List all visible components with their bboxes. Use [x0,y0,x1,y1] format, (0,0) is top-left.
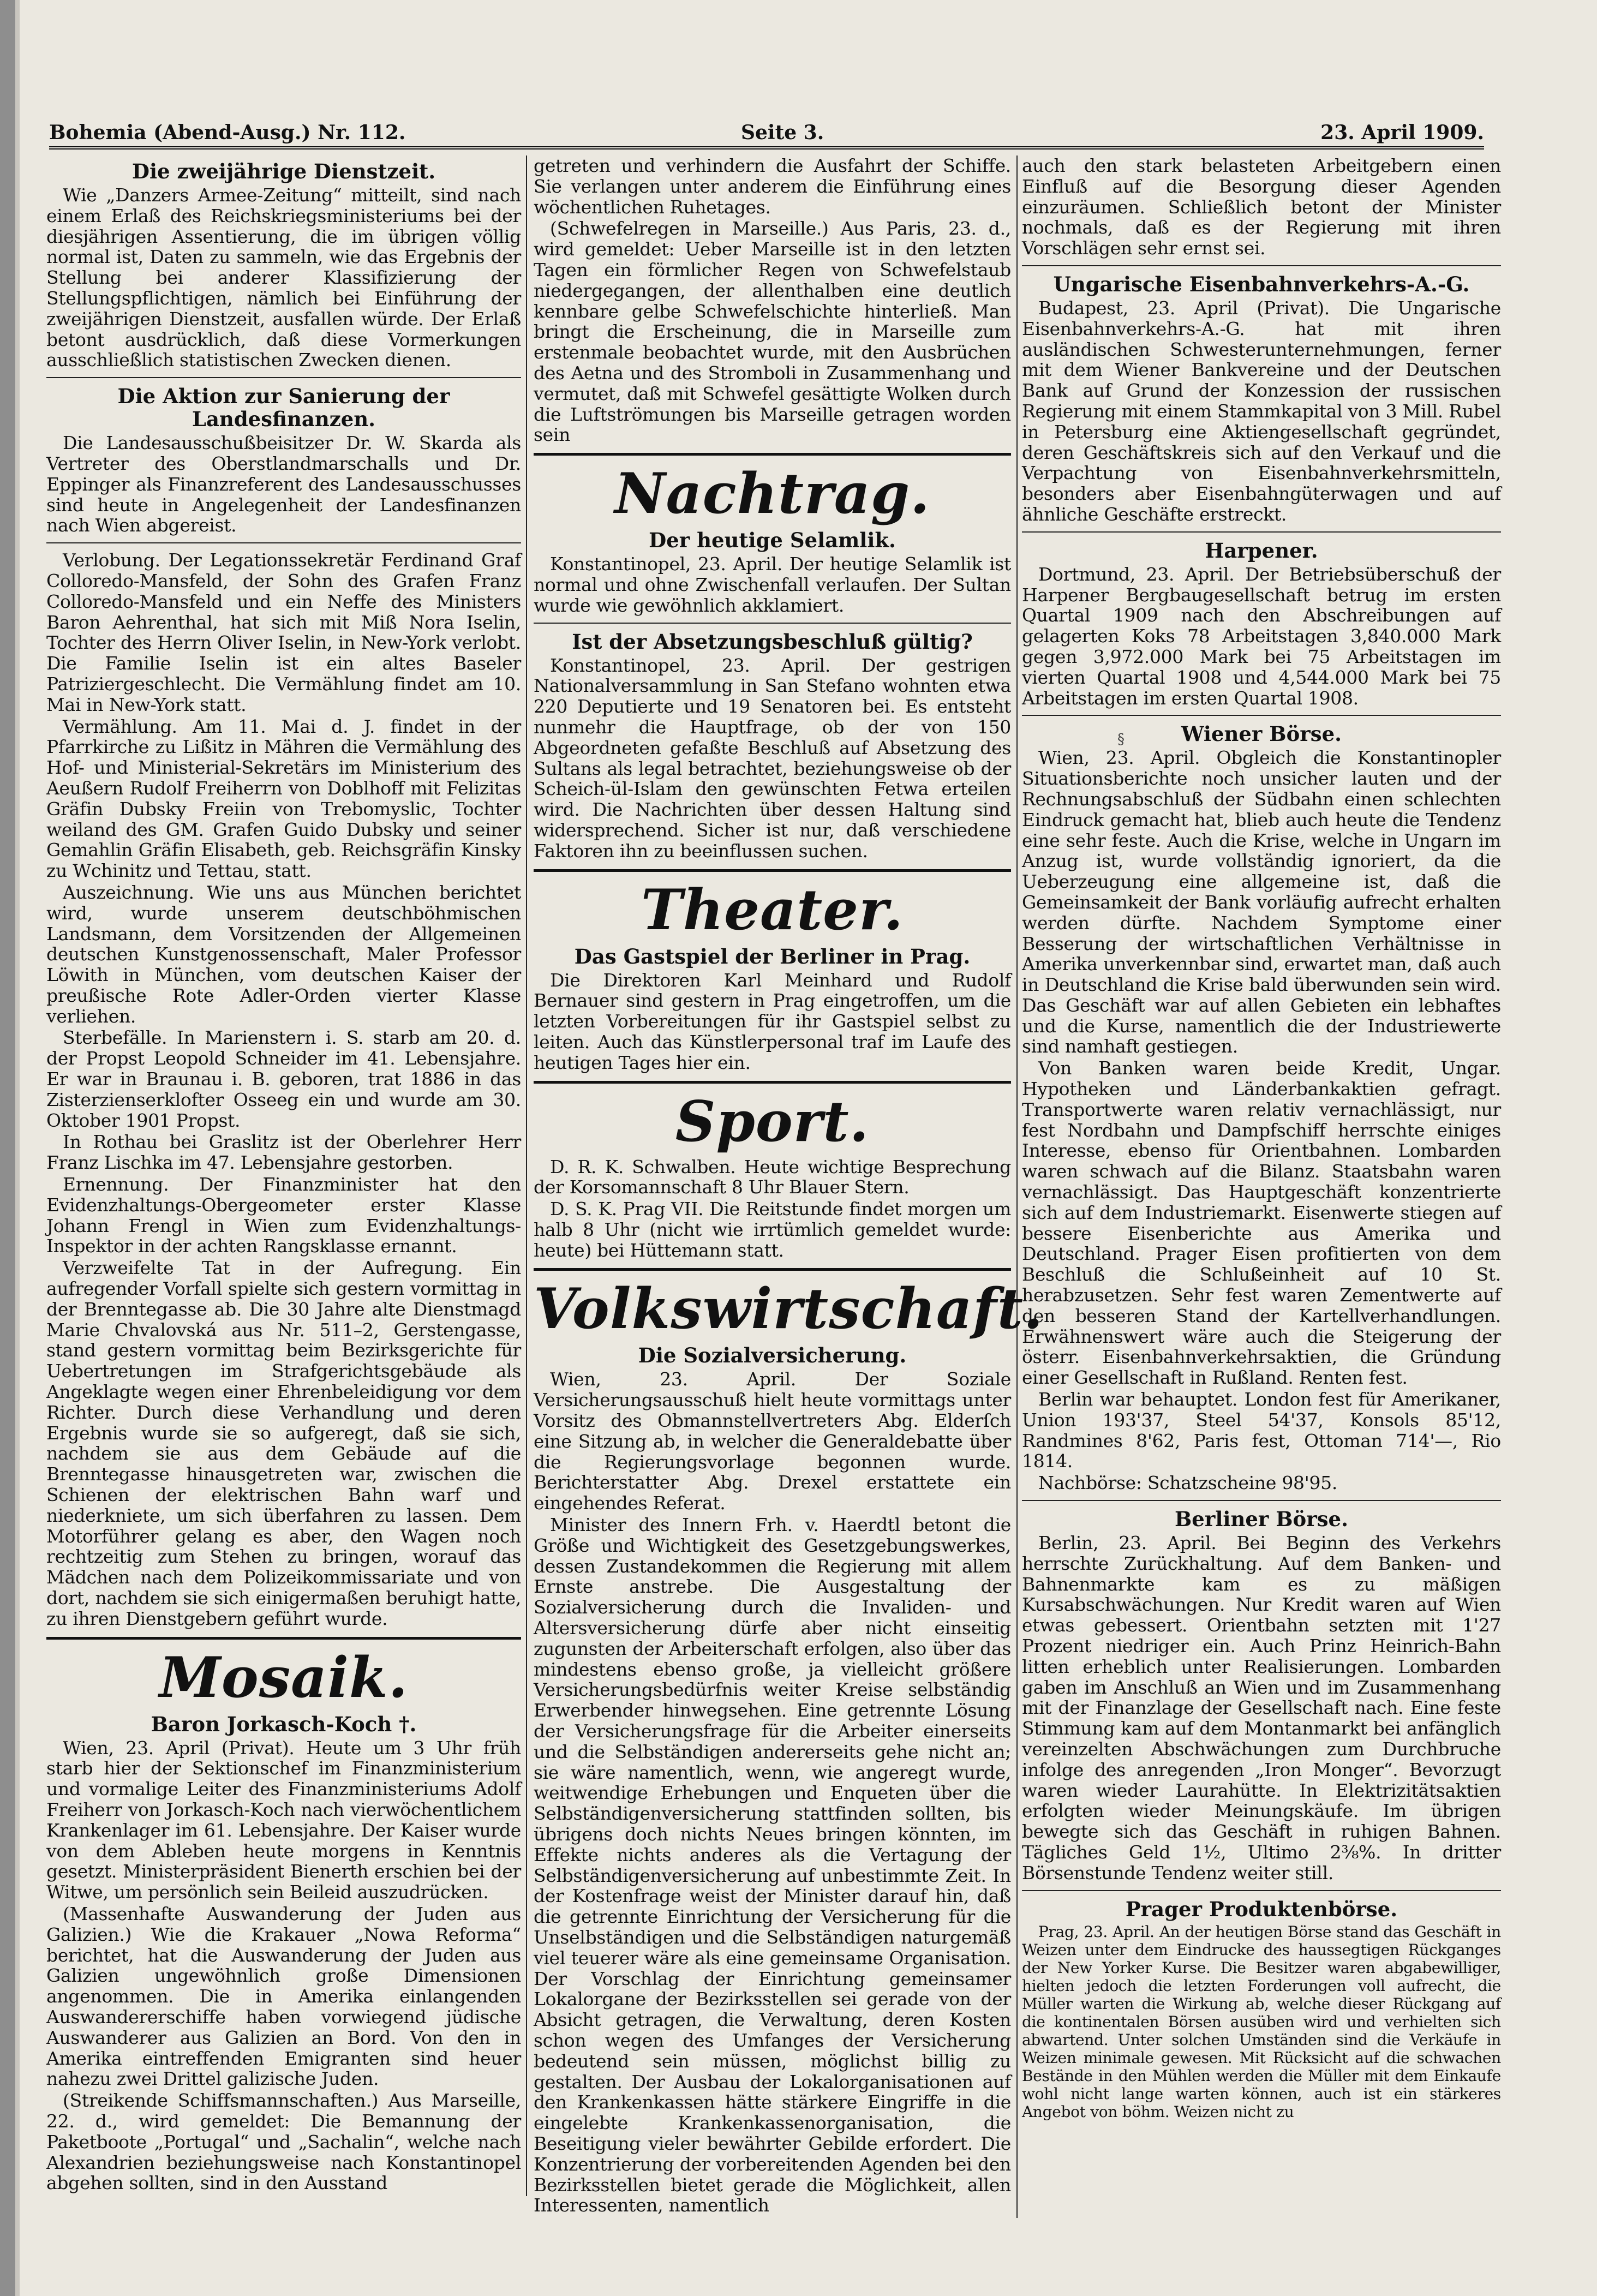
header-date: 23. April 1909. [1320,121,1484,144]
section-separator [46,1637,521,1640]
article-title-dienstzeit: Die zweijährige Dienstzeit. [131,159,436,183]
column-rule-2 [1016,156,1018,2218]
article-paragraph: auch den stark belasteten Arbeitgebern einen Einfluß auf die Besorgung dieser Agenden einzuräumen. Schließlich betont der Minister nochmals, daß es der Regierung mit ihren Vorschlägen sehr ernst sei. [1022,155,1501,259]
separator [1022,1500,1501,1501]
article-title-gastspiel: Das Gastspiel der Berliner in Prag. [574,944,971,968]
separator [1022,265,1501,266]
article-title-landesfinanzen: Die Aktion zur Sanierung der Landesfinanzen. [117,384,450,432]
article-title-berliner-boerse: Berliner Börse. [1175,1507,1348,1532]
news-item-rothau: In Rothau bei Graslitz ist der Oberlehrer Herr Franz Lischka im 47. Lebensjahre gestorben. [46,1131,521,1174]
news-item-auszeichnung: Auszeichnung. Wie uns aus München berichtet wird, wurde unserem deutschböhmischen Landsmann, dem Vorsitzenden der Allgemeinen deutschen Kunstgenossenschaft, Maler Professor Löwith in München, vom deutschen Kaiser der preußische Rote Adler-Orden vierter Klasse verliehen. [46,881,521,1027]
separator [1022,1890,1501,1891]
news-item-verzweifelte-tat: Verzweifelte Tat in der Aufregung. Ein aufregender Vorfall spielte sich gestern vormittag in der Brenntegasse ab. Die 30 Jahre alte Dienstmagd Marie Chvalovská aus Nr. 511–2, Gerstengasse, stand gestern vormittag beim Bezirksgerichte für Uebertretungen im Strafgerichtsgebäude als Angeklagte wegen einer Ehrenbeleidigung vor dem Richter. Durch diese Verhandlung und deren Ergebnis wurde sie so aufgeregt, daß sie sich, nachdem sie aus dem Gebäude auf die Brenntegasse hinausgetreten war, zwischen die Schienen der elektrischen Bahn warf und niederkniete, um sich überfahren zu lassen. Dem Motorführer gelang es aber, den Wagen noch rechtzeitig zum Stehen zu bringen, worauf das Mädchen nach dem Polizeikommissariate und von dort, nachdem sie sich einigermaßen beruhigt hatte, zu ihren Dienstgebern geführt wurde. [46,1257,521,1629]
article-paragraph: Konstantinopel, 23. April. Der gestrigen Nationalversammlung in San Stefano wohnten etwa 220 Deputierte und 19 Senatoren bei. Es entsteht nunmehr die Hauptfrage, ob der von 150 Abgeordneten gefaßte Beschluß auf Absetzung des Sultans als legal betrachtet, beziehungsweise ob der Scheich-ül-Islam den gewünschten Fetwa erteilen wird. Die Nachrichten über dessen Haltung sind widersprechend. Sicher ist nur, daß verschiedene Faktoren ihn zu beeinflussen suchen. [534,654,1011,862]
article-title-jorkasch-koch: Baron Jorkasch-Koch †. [151,1712,417,1736]
article-paragraph: Minister des Innern Frh. v. Haerdtl betont die Größe und Wichtigkeit des Gesetzgebungswerkes, dessen Zustandekommen die Regierung mit allem Ernste anstrebe. Die Ausgestaltung der Sozialversicherung durch die Invaliden- und Altersversicherung dürfe aber nicht einseitig zugunsten der Arbeiterschaft erfolgen, also über das mindestens ebenso große, ja vielleicht größere Versicherungsbedürfnis weiter Kreise selbständig Erwerbender hinwegsehen. Eine getrennte Lösung der Versicherungsfrage für die Arbeiter einerseits und die Selbständigen andererseits gehe nicht an; sie wäre namentlich, wenn, wie angeregt wurde, weitwendige Erhebungen und Enqueten über die Selbständigenversicherung stattfinden sollten, bis übrigens doch nichts Neues bringen könnten, im Effekte nichts anderes als die Vertagung der Selbständigenversicherung auf unbestimmte Zeit. In der Kostenfrage weist der Minister darauf hin, daß die getrennte Einrichtung der Versicherung für die Unselbständigen und die Selbständigen naturgemäß viel teuerer wäre als eine gemeinsame Organisation. Der Vorschlag der Einrichtung gemeinsamer Lokalorgane der Bezirksstellen sei gerade von der Absicht getragen, die Verwaltung, deren Kosten schon wegen des Umfanges der Versicherung bedeutend sein müssen, möglichst billig zu gestalten. Der Ausbau der Lokalorganisationen auf den Krankenkassen hätte stärkere Eingriffe in die eingelebte Krankenkassenorganisation, die Beseitigung vieler bewährter Gebilde erfordert. Die Konzentrierung der vorbereitenden Agenden bei den Bezirksstellen bietet gerade die Möglichkeit, allen Interessenten, namentlich [534,1514,1011,2216]
article-title-absetzungsbeschluss: Ist der Absetzungsbeschluß gültig? [572,629,973,654]
news-item-sterbefaelle: Sterbefälle. In Marienstern i. S. starb am 20. d. der Propst Leopold Schneider im 41. Lebensjahre. Er war in Braunau i. B. geboren, trat 1886 in das Zisterzienserklofter Osseeg ein und wurde am 30. Oktober 1901 Propst. [46,1027,521,1131]
article-paragraph: (Massenhafte Auswanderung der Juden aus Galizien.) Wie die Krakauer „Nowa Reforma“ berichtet, hat die Auswanderung der Juden aus Galizien ungewöhnlich große Dimensionen angenommen. Die in Amerika einlangenden Auswandererschiffe haben vorwiegend jüdische Auswanderer aus Galizien an Bord. Von den in Amerika eintreffenden Emigranten sind heuer nahezu zwei Drittel galizische Juden. [46,1903,521,2090]
article-title-harpener: Harpener. [1205,538,1318,563]
article-paragraph: Von Banken waren beide Kredit, Ungar. Hypotheken und Länderbankaktien gefragt. Transportwerte waren relativ vernachlässigt, nur fest Nordbahn und Dampfschiff herrschte einiges Interesse, ebenso für Orientbahnen. Lombarden waren schwach auf die Bilanz. Staatsbahn waren vernachlässigt. Das Hauptgeschäft konzentrierte sich auf dem Industriemarkt. Eisenwerte stiegen auf bessere Eisenberichte aus Amerika und Deutschland. Prager Eisen profitierten von dem Beschluß die Schlußeinheit auf 10 St. herabzusetzen. Sehr fest waren Zementwerte auf den besseren Stand der Kartellverhandlungen. Erwähnenswert wäre auch die Steigerung der österr. Eisenbahnverkehrsaktien, die Gründung einer Gesellschaft in Rußland. Renten fest. [1022,1057,1501,1389]
section-heading-sport: Sport. [675,1089,870,1155]
section-mark: § [1117,731,1125,748]
section-heading-nachtrag: Nachtrag. [614,461,930,527]
column-rule-1 [526,156,527,2196]
separator [534,623,1011,624]
article-title-eisenbahnverkehrs: Ungarische Eisenbahnverkehrs-A.-G. [1053,272,1470,296]
section-separator [534,453,1011,456]
scan-edge [0,0,15,2296]
header-issue: Bohemia (Abend-Ausg.) Nr. 112. [49,121,406,144]
separator [1022,715,1501,716]
column-2 [534,155,1044,2218]
section-separator [534,1081,1011,1084]
article-paragraph: Wien, 23. April (Privat). Heute um 3 Uhr früh starb hier der Sektionschef im Finanzministerium und vormalige Leiter des Finanzministeriums Adolf Freiherr von Jorkasch-Koch nach vierwöchentlichem Krankenlager im 61. Lebensjahre. Der Kaiser wurde von dem Ableben heute morgens in Kenntnis gesetzt. Ministerpräsident Bienerth erschien bei der Witwe, um persönlich sein Beileid auszudrücken. [46,1737,521,1903]
sport-item-schwalben: D. R. K. Schwalben. Heute wichtige Besprechung der Korsomannschaft 8 Uhr Blauer Stern. [534,1156,1011,1198]
article-paragraph: Konstantinopel, 23. April. Der heutige Selamlik ist normal und ohne Zwischenfall verlaufen. Der Sultan wurde wie gewöhnlich akklamiert. [534,553,1011,616]
article-title-wiener-boerse: Wiener Börse. [1181,722,1342,746]
article-paragraph: (Schwefelregen in Marseille.) Aus Paris, 23. d., wird gemeldet: Ueber Marseille ist in den letzten Tagen ein förmlicher Regen von Schwefelstaub niedergegangen, der allenthalben eine deutlich kennbare gelbe Schwefelschichte hinterließ. Man bringt die Erscheinung, die in Marseille zum erstenmale beobachtet wurde, mit den Ausbrüchen des Aetna und des Stromboli in Zusammenhang und vermutet, daß mit Schwefel gesättigte Wolken durch die Luftströmungen bis Marseille getragen worden sein [534,218,1011,446]
article-paragraph: Dortmund, 23. April. Der Betriebsüberschuß der Harpener Bergbaugesellschaft betrug im ersten Quartal 1909 nach den Abschreibungen auf gelagerten Koks 78 Arbeitstagen 3,840.000 Mark gegen 3,972.000 Mark bei 75 Arbeitstagen im vierten Quartal 1908 und 4,544.000 Mark bei 75 Arbeitstagen im ersten Quartal 1908. [1022,563,1501,709]
section-heading-mosaik: Mosaik. [159,1645,409,1711]
section-separator [534,869,1011,872]
article-paragraph: Wie „Danzers Armee-Zeitung“ mitteilt, sind nach einem Erlaß des Reichskriegsministeriums bei der diesjährigen Assentierung, die im übrigen völlig normal ist, Daten zu sammeln, wie das Ergebnis der Stellung bei anderer Klassifizierung der Stellungspflichtigen, nämlich bei Einführung der zweijährigen Dienstzeit, ausfallen würde. Der Erlaß betont ausdrücklich, daß diese Vormerkungen ausschließlich statistischen Zwecken dienen. [46,184,521,371]
column-3 [1022,155,1501,2121]
section-separator [534,1268,1011,1271]
section-heading-volkswirtschaft: Volkswirtschaft. [534,1276,1044,1342]
sport-item-dsk: D. S. K. Prag VII. Die Reitstunde findet morgen um halb 8 Uhr (nicht wie irrtümlich gemeldet wurde: heute) bei Hüttemann statt. [534,1198,1011,1261]
column-1 [46,156,521,2194]
article-paragraph: Wien, 23. April. Obgleich die Konstantinopler Situationsberichte noch unsicher lauten und der Rechnungsabschluß der Südbahn einen schlechten Eindruck gemacht hat, blieb auch heute die Tendenz eine sehr feste. Auch die Krise, welche in Ungarn im Anzug ist, wurde vollständig ignoriert, da die Ueberzeugung eine allgemeine ist, daß die Gemeinsamkeit der Bank vorläufig aufrecht erhalten werden dürfte. Nachdem Symptome einer Besserung der wirtschaftlichen Verhältnisse in Amerika unverkennbar sind, erwartet man, daß auch in Deutschland die Krise bald überwunden sein wird. Das Geschäft war auf allen Gebieten ein lebhaftes und die Kurse, namentlich die der Industriewerte sind namhaft gestiegen. [1022,747,1501,1057]
news-item-vermaehlung: Vermählung. Am 11. Mai d. J. findet in der Pfarrkirche zu Lißitz in Mähren die Vermählung des Hof- und Ministerial-Sekretärs im Ministerium des Aeußern Rudolf Freiherrn von Doblhoff mit Felizitas Gräfin Dubsky Freiin von Trebomyslic, Tochter weiland des GM. Grafen Guido Dubsky und seiner Gemahlin Gräfin Elisabeth, geb. Reichsgräfin Kinsky zu Wchinitz und Tettau, statt. [46,715,521,882]
article-paragraph: Prag, 23. April. An der heutigen Börse stand das Geschäft in Weizen unter dem Eindrucke des haussegtigen Rückganges der New Yorker Kurse. Die Besitzer waren abgabewilliger, hielten jedoch die letzten Forderungen voll aufrecht, die Müller warten die Wirkung ab, welche dieser Rückgang auf die kontinentalen Börsen ausüben wird und verhielten sich abwartend. Unter solchen Umständen sind die Verkäufe in Weizen minimale gewesen. Mit Rücksicht auf die schwachen Bestände in den Mühlen werden die Müller mit dem Einkaufe wohl nicht lange warten können, auch ist ein stärkeres Angebot von böhm. Weizen nicht zu [1022,1922,1501,2121]
article-paragraph: Die Landesausschußbeisitzer Dr. W. Skarda als Vertreter des Oberstlandmarschalls und Dr. Eppinger als Finanzreferent des Landesausschusses sind heute in Angelegenheit der Landesfinanzen nach Wien abgereist. [46,432,521,536]
article-title-selamlik: Der heutige Selamlik. [649,528,896,553]
separator [1022,531,1501,533]
article-paragraph: Budapest, 23. April (Privat). Die Ungarische Eisenbahnverkehrs-A.-G. hat mit ihren ausländischen Schwesterunternehmungen, ferner mit dem Wiener Bankvereine und der Deutschen Bank auf Grund der Konzession der russischen Regierung mit einem Stammkapital von 3 Mill. Rubel in Petersburg eine Aktiengesellschaft gegründet, deren Geschäftskreis sich auf den Verkauf und die Verpachtung von Eisenbahnverkehrsmitteln, besonders aber Eisenbahngüterwagen und auf ähnliche Geschäfte erstreckt. [1022,297,1501,525]
article-paragraph: (Streikende Schiffsmannschaften.) Aus Marseille, 22. d., wird gemeldet: Die Bemannung der Paketboote „Portugal“ und „Sachalin“, welche nach Alexandrien beziehungsweise nach Konstantinopel abgehen sollten, sind in den Ausstand [46,2090,521,2194]
section-heading-theater: Theater. [641,877,904,943]
article-paragraph: Die Direktoren Karl Meinhard und Rudolf Bernauer sind gestern in Prag eingetroffen, um die letzten Vorbereitungen für ihr Gastspiel selbst zu leiten. Auch das Künstlerpersonal traf im Laufe des heutigen Tages hier ein. [534,969,1011,1073]
page-header [49,121,1484,150]
separator [46,542,521,543]
scan-edge-shadow [15,0,20,2296]
article-paragraph: Berlin, 23. April. Bei Beginn des Verkehrs herrschte Zurückhaltung. Auf dem Banken- und Bahnenmarkte kam es zu mäßigen Kursabschwächungen. Nur Kredit waren auf Wien etwas gebessert. Orientbahn setzten mit 1'27 Prozent niedriger ein. Auch Prinz Heinrich-Bahn litten erheblich unter Realisierungen. Lombarden gaben im Anschluß an Wien und im Zusammenhang mit der Finanzlage der Gesellschaft nach. Eine feste Stimmung kam auf dem Montanmarkt bei anfänglich vereinzelten Abschwächungen zum Durchbruche infolge des anregenden „Iron Monger“. Bevorzugt waren wieder Laurahütte. In Elektrizitätsaktien erfolgten wieder Meinungskäufe. Im übrigen bewegte sich das Geschäft in ruhigen Bahnen. Tägliches Geld 1½, Ultimo 2⅜%. In dritter Börsenstunde Tendenz weiter still. [1022,1532,1501,1884]
article-title-produktenboerse: Prager Produktenbörse. [1125,1897,1398,1921]
article-title-sozialversicherung: Die Sozialversicherung. [638,1343,907,1368]
article-paragraph: Berlin war behauptet. London fest für Amerikaner, Union 193'37, Steel 54'37, Konsols 85'12, Randmines 8'62, Paris fest, Ottoman 714'—, Rio 1814. [1022,1389,1501,1472]
separator [46,377,521,378]
article-paragraph: getreten und verhindern die Ausfahrt der Schiffe. Sie verlangen unter anderem die Einführung eines wöchentlichen Ruhetages. [534,155,1011,218]
header-page-number: Seite 3. [741,121,824,144]
news-item-verlobung: Verlobung. Der Legationssekretär Ferdinand Graf Colloredo-Mansfeld, der Sohn des Grafen Franz Colloredo-Mansfeld und ein Neffe des Ministers Baron Aehrenthal, hat sich mit Miß Nora Iselin, Tochter des Herrn Oliver Iselin, in New-York verlobt. Die Familie Iselin ist ein altes Baseler Patriziergeschlecht. Die Vermählung findet am 10. Mai in New-York statt. [46,549,521,715]
article-paragraph: Wien, 23. April. Der Soziale Versicherungsausschuß hielt heute vormittags unter Vorsitz des Obmannstellvertreters Abg. Elderſch eine Sitzung ab, in welcher die Generaldebatte über die Regierungsvorlage begonnen wurde. Berichterstatter Abg. Drexel erstattete ein eingehendes Referat. [534,1368,1011,1514]
article-paragraph: Nachbörse: Schatzscheine 98'95. [1038,1472,1338,1494]
news-item-ernennung: Ernennung. Der Finanzminister hat den Evidenzhaltungs-Obergeometer erster Klasse Johann Frengl in Wien zum Evidenzhaltungs-Inspektor in der achten Rangsklasse ernannt. [46,1174,521,1257]
